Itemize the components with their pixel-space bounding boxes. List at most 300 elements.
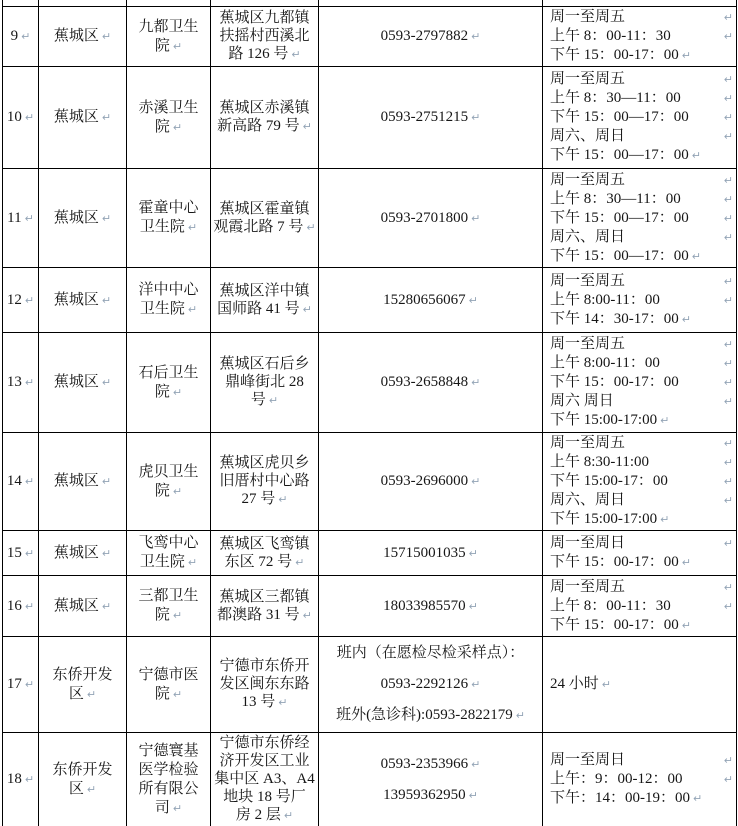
cell-row-number-text: 10 <box>6 109 22 125</box>
cell-clinic-name-line <box>129 666 208 685</box>
cell-clinic-name-line <box>129 534 208 553</box>
cell-hours-text: 上午 8:30-11:00 <box>550 454 650 470</box>
cell-hours-text: 周六、周日 <box>550 228 626 245</box>
cell-clinic-name <box>127 733 211 826</box>
cell-hours-text: 上午 8:00-11：00 <box>550 291 660 308</box>
cell-phone <box>319 333 543 433</box>
cell-clinic-name-text: 霍童中心 <box>138 200 199 216</box>
cell-phone <box>319 433 543 531</box>
cell-hours-text: 上午 8：30—11：00 <box>550 90 681 106</box>
line-break-icon: ↵ <box>660 513 670 526</box>
cell-row-number <box>3 576 39 637</box>
line-break-icon: ↵ <box>471 30 481 43</box>
cell-clinic-name-line <box>129 18 208 37</box>
cell-address-line <box>213 490 316 509</box>
line-break-icon: ↵ <box>468 293 478 307</box>
cell-clinic-name <box>127 576 211 637</box>
cell-row-number <box>3 531 39 576</box>
cell-clinic-name-text: 所有限公 <box>138 780 199 797</box>
cell-address-line <box>213 200 316 218</box>
line-break-icon: ↵ <box>681 556 691 569</box>
cell-clinic-name <box>127 7 211 67</box>
line-break-icon: ↵ <box>723 30 733 43</box>
cell-clinic-name-line <box>129 199 208 218</box>
cell-address-line <box>213 535 316 553</box>
cell-hours <box>543 637 737 733</box>
cell-hours <box>543 531 737 576</box>
cell-phone-text: 0593-2353966 <box>380 755 469 772</box>
cell-address-text: 蕉城区飞鸾镇 <box>219 535 310 552</box>
cell-hours-text: 周一至周五 <box>550 71 626 87</box>
cell-district-text: 区 <box>68 685 84 702</box>
cell-hours-text: 周一至周日 <box>550 535 626 551</box>
table-row <box>3 67 737 169</box>
cell-hours-line <box>550 46 733 65</box>
cell-hours-text: 下午 15:00-17:00 <box>550 412 658 428</box>
line-break-icon: ↵ <box>723 11 733 24</box>
cell-row-number-text: 9 <box>10 28 19 44</box>
cell-address-line <box>213 9 316 27</box>
cell-address-text: 号 <box>250 392 266 408</box>
line-break-icon: ↵ <box>691 249 701 263</box>
cell-address <box>211 433 319 531</box>
cell-address <box>211 67 319 169</box>
cell-phone <box>319 576 543 637</box>
cell-clinic-name <box>127 268 211 333</box>
cell-row-number <box>3 637 39 733</box>
cell-address-line <box>213 355 316 373</box>
line-break-icon: ↵ <box>471 211 481 225</box>
cell-address-line <box>213 218 316 237</box>
line-break-icon: ↵ <box>86 782 97 796</box>
cell-district <box>39 433 127 531</box>
cell-address-text: 蕉城区洋中镇 <box>219 282 310 299</box>
line-break-icon: ↵ <box>693 792 703 805</box>
cell-address-line <box>213 675 316 693</box>
line-break-icon: ↵ <box>660 414 670 427</box>
cell-district-text: 东侨开发 <box>52 666 113 683</box>
line-break-icon: ↵ <box>172 609 183 622</box>
cell-clinic-name-text: 洋中中心 <box>138 282 199 298</box>
cell-clinic-name-text: 卫生院 <box>139 301 185 317</box>
cell-district-line <box>41 27 124 46</box>
line-break-icon: ↵ <box>101 293 112 307</box>
cell-address-text: 13 号 <box>241 694 276 710</box>
cell-clinic-name-line <box>129 742 208 761</box>
table-row <box>3 531 737 576</box>
cell-hours-text: 周一至周五 <box>550 9 626 25</box>
cell-address-text: 宁德市东侨开 <box>219 658 310 674</box>
clinic-table-body <box>3 0 737 826</box>
line-break-icon: ↵ <box>468 788 478 802</box>
cell-address-text: 扶摇村西溪北 <box>219 28 310 44</box>
line-break-icon: ↵ <box>24 211 34 225</box>
cell-address-text: 发区闽东东路 <box>219 676 310 692</box>
cell-address-line <box>213 752 316 770</box>
cell-hours-line <box>550 597 733 616</box>
cell-row-number-line <box>5 472 36 491</box>
line-break-icon: ↵ <box>306 220 316 234</box>
cell-clinic-name-line <box>129 685 208 704</box>
cell-district-text: 蕉城区 <box>53 109 99 125</box>
cell-phone-line <box>321 27 540 46</box>
cell-hours-line <box>550 247 733 266</box>
cell-hours-text: 周一至周五 <box>550 336 626 352</box>
line-break-icon: ↵ <box>101 111 112 124</box>
cell-address-line <box>213 734 316 752</box>
cell-row-number-text: 12 <box>6 291 22 308</box>
line-break-icon: ↵ <box>723 111 733 124</box>
line-break-icon: ↵ <box>515 709 525 722</box>
cell-row-number-line <box>5 291 36 310</box>
clinics-table <box>2 0 737 826</box>
line-break-icon: ↵ <box>86 687 97 701</box>
table-row <box>3 637 737 733</box>
cell-hours-text: 下午 15：00-17：00 <box>550 616 679 633</box>
cell-district <box>39 67 127 169</box>
cell-row-number-line <box>5 770 36 789</box>
cell-row-number <box>3 333 39 433</box>
cell-hours-line <box>550 789 733 808</box>
cell-row-number <box>3 733 39 826</box>
cell-address-text: 济开发区工业 <box>219 753 310 769</box>
cell-address-line <box>213 45 316 64</box>
cell-hours-line <box>550 553 733 572</box>
cell-district <box>39 576 127 637</box>
line-break-icon: ↵ <box>471 111 481 124</box>
cell-clinic-name-text: 九都卫生 <box>138 18 199 35</box>
cell-phone-text: 0593-2751215 <box>380 109 469 125</box>
cell-hours <box>543 268 737 333</box>
cell-address-line <box>213 391 316 410</box>
line-break-icon: ↵ <box>101 475 112 488</box>
cell-hours-text: 上午 8:00-11：00 <box>550 355 660 371</box>
cell-phone <box>319 637 543 733</box>
cell-hours-text: 周一至周五 <box>550 435 626 451</box>
cell-address <box>211 7 319 67</box>
cell-address-text: 蕉城区霍童镇 <box>219 200 310 217</box>
line-break-icon: ↵ <box>278 493 288 506</box>
cell-clinic-name-text: 院 <box>154 383 170 400</box>
cell-hours-line <box>550 27 733 46</box>
cell-clinic-name-line <box>129 383 208 402</box>
cell-hours-text: 下午 15：00-17：00 <box>550 47 679 63</box>
cell-hours-line <box>550 70 733 89</box>
cell-district-text: 东侨开发 <box>52 761 113 778</box>
line-break-icon: ↵ <box>471 376 481 389</box>
cell-phone-line <box>321 108 540 127</box>
cell-address-line <box>213 606 316 625</box>
cell-clinic-name-text: 虎贝卫生 <box>138 463 199 480</box>
cell-phone-text: 15280656067 <box>383 291 466 308</box>
cell-hours-text: 上午 8：00-11：30 <box>550 597 671 614</box>
cell-hours-line <box>550 578 733 597</box>
cell-hours-text: 上午 8：00-11：30 <box>550 28 671 44</box>
line-break-icon: ↵ <box>187 556 198 569</box>
cell-clinic-name-text: 院 <box>154 685 170 702</box>
cell-address <box>211 333 319 433</box>
cell-district-line <box>41 780 124 799</box>
line-break-icon: ↵ <box>723 376 733 389</box>
line-break-icon: ↵ <box>723 211 733 225</box>
cell-row-number-text: 17 <box>6 676 22 692</box>
cell-phone-line <box>321 700 540 731</box>
cell-clinic-name-line <box>129 300 208 319</box>
cell-hours-text: 周六、周日 <box>550 128 626 144</box>
cell-hours-line <box>550 491 733 510</box>
line-break-icon: ↵ <box>101 546 112 560</box>
line-break-icon: ↵ <box>723 437 733 450</box>
cell-clinic-name-line <box>129 587 208 606</box>
cell-district-text: 蕉城区 <box>53 291 99 308</box>
cell-hours-line <box>550 108 733 127</box>
cell-address <box>211 637 319 733</box>
cell-hours-text: 下午 14：30-17：00 <box>550 310 679 327</box>
line-break-icon: ↵ <box>681 618 691 632</box>
cell-hours <box>543 333 737 433</box>
line-break-icon: ↵ <box>723 395 733 408</box>
cell-address-text: 国师路 41 号 <box>217 300 300 317</box>
cell-hours-line <box>550 354 733 373</box>
cell-clinic-name <box>127 169 211 268</box>
cell-district-text: 蕉城区 <box>53 28 99 44</box>
cell-row-number-text: 15 <box>6 544 22 561</box>
line-break-icon: ↵ <box>101 211 112 225</box>
cell-address-line <box>213 282 316 300</box>
cell-address-line <box>213 553 316 572</box>
cell-phone-line <box>321 749 540 780</box>
cell-district <box>39 169 127 268</box>
line-break-icon: ↵ <box>723 537 733 550</box>
cell-district-line <box>41 209 124 228</box>
line-break-icon: ↵ <box>268 394 279 407</box>
cell-clinic-name <box>127 67 211 169</box>
line-break-icon: ↵ <box>723 130 733 143</box>
cell-address-text: 都澳路 31 号 <box>217 606 300 623</box>
cell-district-line <box>41 761 124 780</box>
cell-row-number-text: 14 <box>6 473 22 489</box>
line-break-icon: ↵ <box>723 599 733 613</box>
cell-address-text: 房 2 层 <box>235 807 281 823</box>
cell-address-text: 27 号 <box>241 491 276 507</box>
cell-hours <box>543 433 737 531</box>
line-break-icon: ↵ <box>471 757 481 771</box>
table-row <box>3 433 737 531</box>
cell-hours-line <box>550 751 733 770</box>
cell-hours <box>543 7 737 67</box>
cell-hours-text: 下午 15:00-17：00 <box>550 473 668 489</box>
cell-hours-line <box>550 291 733 310</box>
table-row <box>3 733 737 826</box>
line-break-icon: ↵ <box>24 111 35 124</box>
cell-row-number-text: 13 <box>6 374 22 390</box>
cell-hours-line <box>550 89 733 108</box>
cell-district-line <box>41 373 124 392</box>
cell-clinic-name-text: 赤溪卫生 <box>138 99 199 116</box>
cell-address-text: 旧厝村中心路 <box>219 473 310 489</box>
cell-hours-line <box>550 209 733 228</box>
cell-row-number-line <box>5 27 36 46</box>
cell-hours <box>543 733 737 826</box>
line-break-icon: ↵ <box>681 312 691 326</box>
cell-row-number <box>3 67 39 169</box>
cell-phone-text: 班内（在愿检尽检采样点）： <box>336 645 525 661</box>
cell-phone <box>319 268 543 333</box>
cell-clinic-name-line <box>129 118 208 137</box>
cell-hours-line <box>550 146 733 165</box>
cell-phone-text: 18033985570 <box>383 597 466 614</box>
cell-address-line <box>213 806 316 825</box>
cell-district-text: 区 <box>68 780 84 797</box>
cell-address <box>211 531 319 576</box>
cell-address-line <box>213 99 316 117</box>
line-break-icon: ↵ <box>101 30 112 43</box>
cell-row-number-line <box>5 373 36 392</box>
cell-hours-text: 周一至周五 <box>550 171 626 188</box>
cell-hours-line <box>550 434 733 453</box>
cell-address <box>211 169 319 268</box>
cell-row-number-line <box>5 597 36 616</box>
cell-hours-line <box>550 272 733 291</box>
cell-address-text: 新高路 79 号 <box>217 118 300 134</box>
cell-clinic-name-line <box>129 364 208 383</box>
cell-hours-line <box>550 190 733 209</box>
cell-row-number <box>3 433 39 531</box>
cell-hours <box>543 576 737 637</box>
line-break-icon: ↵ <box>471 678 481 691</box>
cell-district-line <box>41 544 124 563</box>
line-break-icon: ↵ <box>172 120 183 134</box>
cell-phone-line <box>321 638 540 669</box>
cell-row-number-line <box>5 108 36 127</box>
cell-phone <box>319 169 543 268</box>
cell-hours-line <box>550 8 733 27</box>
cell-phone <box>319 531 543 576</box>
cell-clinic-name-text: 宁德市医 <box>138 666 199 683</box>
cell-hours-text: 24 小时 <box>550 676 599 692</box>
cell-clinic-name-line <box>129 37 208 56</box>
cell-address-line <box>213 770 316 788</box>
cell-district <box>39 733 127 826</box>
cell-address-line <box>213 454 316 472</box>
cell-district <box>39 531 127 576</box>
cell-hours <box>543 67 737 169</box>
cell-row-number-text: 16 <box>6 597 22 614</box>
cell-hours-line <box>550 510 733 529</box>
line-break-icon: ↵ <box>302 302 312 316</box>
line-break-icon: ↵ <box>723 580 733 594</box>
cell-address-line <box>213 693 316 712</box>
line-break-icon: ↵ <box>723 230 733 244</box>
cell-address-text: 宁德市东侨经 <box>219 735 310 751</box>
cell-hours-text: 下午 15：00-17：00 <box>550 554 679 570</box>
cell-hours-text: 周一至周日 <box>550 752 626 768</box>
cell-hours-text: 周一至周五 <box>550 272 626 289</box>
cell-address-text: 蕉城区石后乡 <box>219 356 310 372</box>
cell-hours-line <box>550 228 733 247</box>
cell-phone <box>319 7 543 67</box>
cell-row-number-line <box>5 675 36 694</box>
cell-clinic-name-text: 卫生院 <box>139 219 185 235</box>
cell-address-line <box>213 27 316 45</box>
cell-hours <box>543 169 737 268</box>
cell-address-text: 蕉城区三都镇 <box>219 588 310 605</box>
cell-clinic-name-text: 院 <box>154 482 170 499</box>
cell-address-text: 蕉城区赤溪镇 <box>219 100 310 116</box>
cell-address-line <box>213 588 316 606</box>
cell-address-text: 鼎峰街北 28 <box>225 374 304 390</box>
cell-address-line <box>213 117 316 136</box>
cell-row-number-line <box>5 544 36 563</box>
cell-row-number <box>3 7 39 67</box>
cell-hours-text: 周六 周日 <box>550 393 614 409</box>
line-break-icon: ↵ <box>21 30 31 43</box>
cell-district <box>39 333 127 433</box>
line-break-icon: ↵ <box>723 475 733 488</box>
cell-district-line <box>41 108 124 127</box>
cell-hours-text: 上午 8：30—11：00 <box>550 190 681 207</box>
cell-clinic-name-line <box>129 606 208 625</box>
cell-phone-line <box>321 472 540 491</box>
line-break-icon: ↵ <box>172 687 183 701</box>
cell-hours-line <box>550 411 733 430</box>
line-break-icon: ↵ <box>723 456 733 469</box>
cell-clinic-name-line <box>129 99 208 118</box>
cell-hours-line <box>550 335 733 354</box>
cell-clinic-name <box>127 531 211 576</box>
line-break-icon: ↵ <box>283 809 294 822</box>
cell-clinic-name-text: 院 <box>154 37 170 54</box>
line-break-icon: ↵ <box>187 303 198 316</box>
line-break-icon: ↵ <box>723 338 733 351</box>
cell-address-text: 地块 18 号厂 <box>223 789 306 805</box>
cell-district-text: 蕉城区 <box>53 209 99 226</box>
line-break-icon: ↵ <box>291 48 301 61</box>
line-break-icon: ↵ <box>24 475 35 488</box>
line-break-icon: ↵ <box>723 293 733 307</box>
cell-district-line <box>41 666 124 685</box>
cell-hours-line <box>550 171 733 190</box>
cell-clinic-name-text: 卫生院 <box>139 554 185 570</box>
cell-phone-line <box>321 209 540 228</box>
cell-clinic-name-text: 宁德寰基 <box>138 742 199 759</box>
line-break-icon: ↵ <box>723 494 733 507</box>
cell-hours-line <box>550 127 733 146</box>
cell-clinic-name <box>127 433 211 531</box>
cell-clinic-name <box>127 637 211 733</box>
table-row <box>3 576 737 637</box>
cell-row-number-line <box>5 209 36 228</box>
cell-clinic-name-line <box>129 799 208 818</box>
line-break-icon: ↵ <box>723 73 733 86</box>
cell-hours-line <box>550 675 733 694</box>
cell-phone-text: 0593-2797882 <box>380 28 469 44</box>
line-break-icon: ↵ <box>723 754 733 767</box>
cell-address-text: 路 126 号 <box>228 46 289 62</box>
cell-hours-text: 下午 15：00—17：00 <box>550 247 689 264</box>
cell-phone-text: 班外(急诊科):0593-2822179 <box>336 707 513 723</box>
cell-hours-line <box>550 392 733 411</box>
table-row <box>3 7 737 67</box>
cell-row-number <box>3 169 39 268</box>
cell-hours-line <box>550 472 733 491</box>
cell-clinic-name-text: 飞鸾中心 <box>138 535 199 551</box>
cell-clinic-name-line <box>129 482 208 501</box>
cell-address-text: 蕉城区虎贝乡 <box>219 455 310 471</box>
line-break-icon: ↵ <box>691 149 701 162</box>
cell-address-text: 观霞北路 7 号 <box>213 218 304 235</box>
line-break-icon: ↵ <box>723 173 733 187</box>
